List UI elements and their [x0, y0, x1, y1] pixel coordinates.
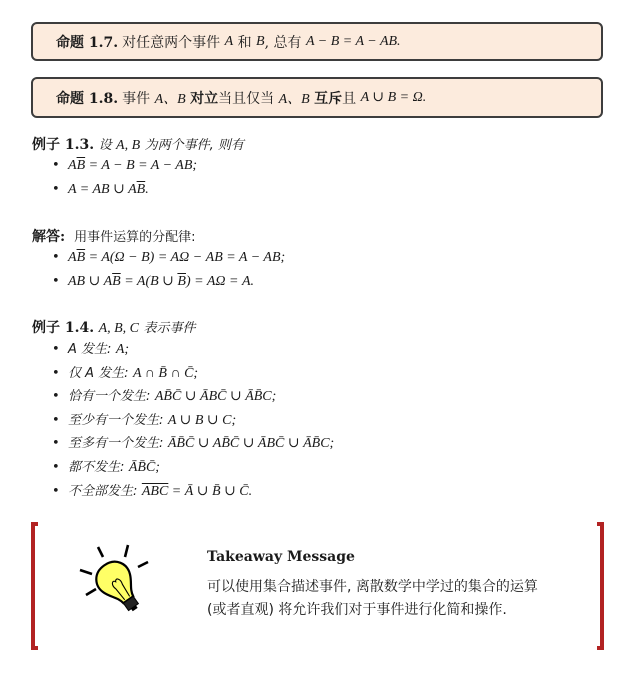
- list-item: • A = AB ∪ $A\overline{B}$.: [52, 178, 197, 202]
- example-1-4-list: [52, 338, 334, 503]
- list-item: • $A\overline{B} = A - B = A$ − AB;: [52, 154, 197, 178]
- proposition-text: , 总有: [264, 34, 302, 51]
- proposition-text: 和: [237, 34, 252, 51]
- math-var: A, B, C: [98, 321, 140, 336]
- bold-term: 对立: [190, 90, 219, 107]
- example-label: 例子 1.4.: [32, 320, 95, 336]
- formula: A − B = A − AB.: [305, 33, 401, 49]
- proposition-label: 命题 1.8.: [56, 90, 119, 107]
- list-item: • $A\overline{B} = A(\Omega - B) = A\Omega$ − AB = A − AB;: [52, 246, 285, 270]
- list-item: • 不全部发生: $\overline{ABC}$ = Ā ∪ B̄ ∪ C̄.: [52, 480, 334, 504]
- math-var: A, B: [116, 138, 141, 153]
- proposition-text: 当且仅当: [218, 90, 275, 107]
- example-intro: 为两个事件, 则有: [144, 138, 244, 153]
- math-var: A、B: [154, 91, 186, 107]
- takeaway-line: (或者直观) 将允许我们对于事件进行化简和操作.: [207, 602, 507, 618]
- list-item: • 至多有一个发生: ĀB̄C̄ ∪ AB̄C̄ ∪ ĀBC̄ ∪ ĀB̄C;: [52, 432, 334, 456]
- list-item: • 都不发生: ĀB̄C̄;: [52, 456, 334, 480]
- example-intro: 表示事件: [143, 321, 196, 336]
- lightbulb-icon: [76, 543, 150, 623]
- proposition-1-7-box: [31, 22, 603, 61]
- takeaway-line: 可以使用集合描述事件, 离散数学中学过的集合的运算: [207, 579, 538, 595]
- example-label: 例子 1.3.: [32, 137, 95, 153]
- right-bracket: [597, 522, 604, 650]
- list-item: • A 发生: A;: [52, 338, 334, 362]
- example-1-3-heading: [32, 134, 244, 154]
- solution-list: [52, 246, 285, 293]
- proposition-label: 命题 1.7.: [56, 34, 119, 51]
- math-var: B: [256, 33, 265, 49]
- takeaway-text: [207, 576, 587, 622]
- proposition-text: 事件: [122, 90, 151, 107]
- solution-heading: [32, 226, 195, 246]
- proposition-text: 对任意两个事件: [122, 34, 221, 51]
- takeaway-title: Takeaway Message: [207, 549, 355, 565]
- math-var: A、B: [278, 91, 310, 107]
- proposition-1-8-box: [31, 77, 603, 118]
- example-intro: 设: [98, 138, 112, 153]
- example-1-4-heading: [32, 317, 195, 337]
- list-item: • 恰有一个发生: AB̄C̄ ∪ ĀBC̄ ∪ ĀB̄C;: [52, 385, 334, 409]
- left-bracket: [31, 522, 38, 650]
- bold-term: 互斥: [314, 90, 343, 107]
- proposition-text: 且: [342, 90, 357, 107]
- example-1-3-list: [52, 154, 197, 201]
- math-var: A: [224, 33, 234, 49]
- list-item: • AB ∪ $A\overline{B} = A(B$ ∪ $\overline{B}) = A\Omega = A$.: [52, 270, 285, 294]
- solution-text: 用事件运算的分配律:: [74, 230, 196, 245]
- formula: A ∪ B = Ω.: [360, 90, 427, 105]
- solution-label: 解答:: [32, 229, 66, 245]
- list-item: • 至少有一个发生: A ∪ B ∪ C;: [52, 409, 334, 433]
- list-item: • 仅 A 发生: A ∩ B̄ ∩ C̄;: [52, 362, 334, 386]
